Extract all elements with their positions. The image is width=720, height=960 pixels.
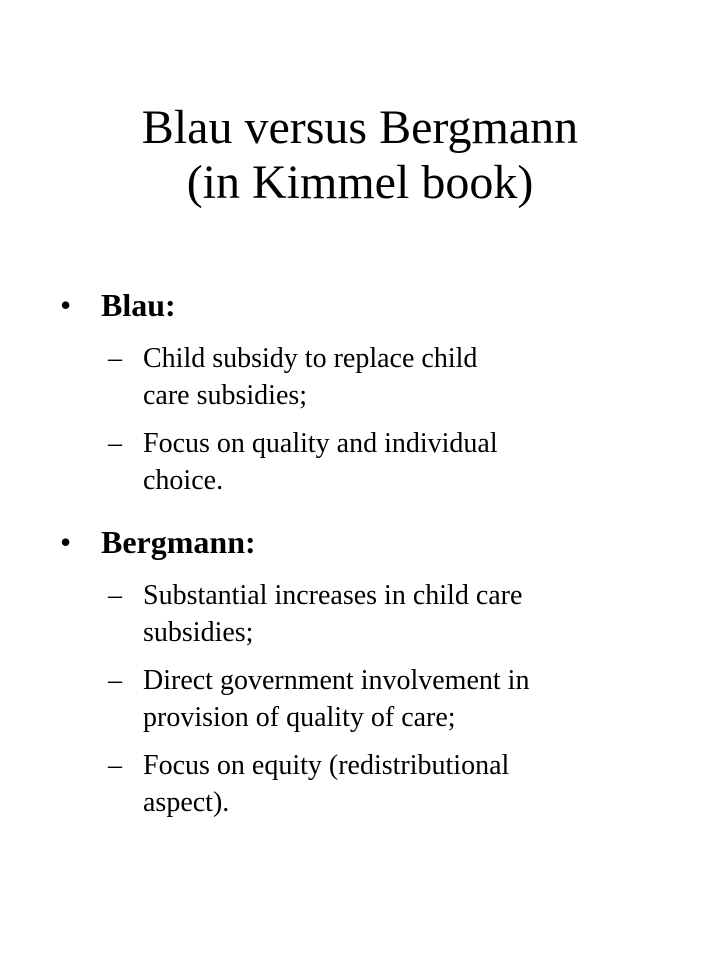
sub-item-line-1: Direct government involvement in (143, 665, 530, 696)
sub-item-line-2: aspect). (143, 787, 230, 818)
sub-item-text (143, 340, 683, 414)
sub-item-dash: – (108, 428, 122, 459)
bullet-label-blau: Blau: (101, 287, 176, 323)
bullet-label-bergmann: Bergmann: (101, 524, 256, 560)
bullet-marker: • (60, 287, 72, 323)
sub-item-text (143, 662, 683, 736)
slide-title-line-2: (in Kimmel book) (186, 156, 534, 209)
sub-item-dash: – (108, 343, 122, 374)
sub-item-line-2: subsidies; (143, 617, 254, 648)
sub-item-line-1: Child subsidy to replace child (143, 343, 478, 374)
sub-item-line-1: Focus on quality and individual (143, 428, 498, 459)
sub-item-text (143, 747, 683, 821)
slide-title (0, 100, 720, 210)
sub-item-line-2: care subsidies; (143, 380, 308, 411)
sub-item-dash: – (108, 665, 122, 696)
sub-item-text (143, 577, 683, 651)
sub-item-text (143, 425, 683, 499)
sub-item-dash: – (108, 750, 122, 781)
sub-item-line-1: Focus on equity (redistributional (143, 750, 510, 781)
sub-item-dash: – (108, 580, 122, 611)
sub-item-line-2: provision of quality of care; (143, 702, 456, 733)
slide-title-line-1: Blau versus Bergmann (141, 101, 579, 154)
sub-item-line-2: choice. (143, 465, 224, 496)
sub-item-line-1: Substantial increases in child care (143, 580, 523, 611)
bullet-marker: • (60, 524, 72, 560)
